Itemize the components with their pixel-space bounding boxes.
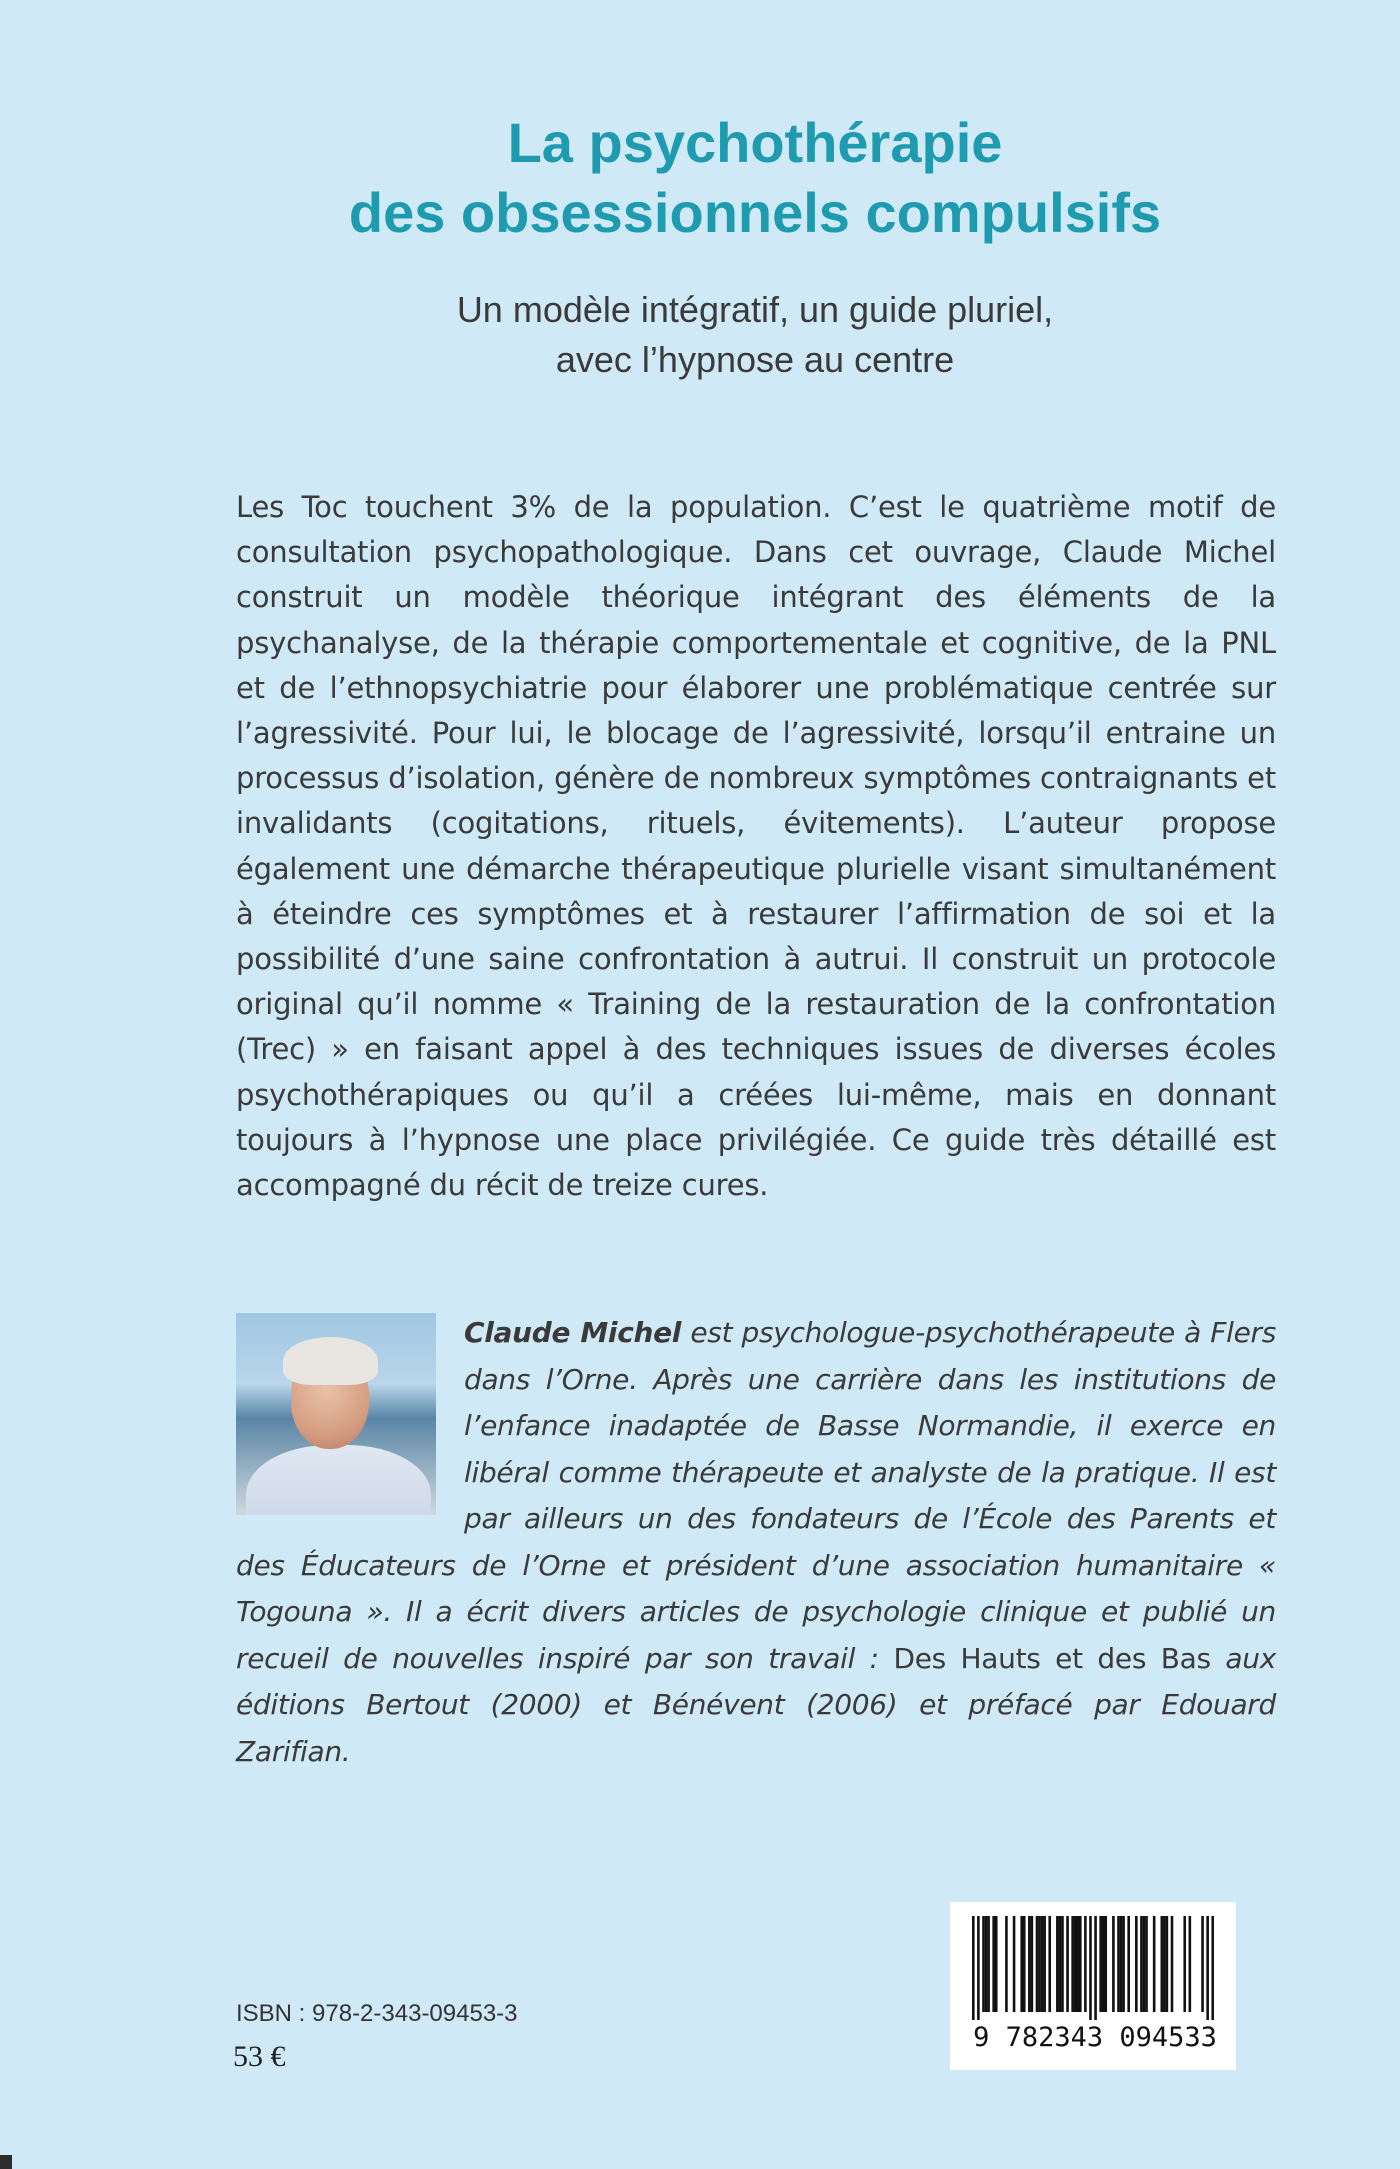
barcode-bar (1048, 1916, 1051, 2012)
price: 53 € (233, 2040, 286, 2073)
barcode-bar (1117, 1916, 1120, 2012)
barcode-bar (1099, 1916, 1102, 2012)
book-title (0, 108, 1400, 248)
barcode-bar (1161, 1916, 1164, 2012)
barcode-bar (1189, 1916, 1192, 2012)
barcode-bar (1013, 1916, 1016, 2012)
barcode-bar (972, 1916, 975, 2020)
barcode-bar (1104, 1916, 1107, 2012)
barcode-bar (1183, 1916, 1186, 2012)
barcode-bar (1143, 1916, 1146, 2012)
barcode-bar (1084, 1916, 1087, 2012)
barcode-bar (1122, 1916, 1125, 2012)
barcode-bar (1041, 1916, 1044, 2012)
barcode-bar (1056, 1916, 1059, 2012)
barcode-bar (1023, 1916, 1026, 2012)
author-bio (236, 1310, 1276, 1775)
barcode-bar (1074, 1916, 1077, 2012)
subtitle-line-1: Un modèle intégratif, un guide pluriel, (456, 289, 1054, 330)
barcode-digits: 9 782343 094533 (973, 2022, 1217, 2053)
barcode-bar (1120, 1916, 1123, 2012)
barcode (950, 1902, 1236, 2070)
barcode-bar (1102, 1916, 1105, 2012)
barcode-bar (1059, 1916, 1062, 2012)
barcode-bar (1028, 1916, 1031, 2012)
barcode-bar (985, 1916, 988, 2012)
corner-mark (0, 2155, 12, 2169)
barcode-bar (1201, 1916, 1204, 2012)
barcode-bar (1153, 1916, 1156, 2012)
barcode-bar (1135, 1916, 1138, 2012)
author-name: Claude Michel (464, 1316, 682, 1349)
barcode-bars (972, 1916, 1214, 2020)
barcode-bar (995, 1916, 998, 2012)
book-subtitle (0, 285, 1400, 385)
barcode-bar (1043, 1916, 1046, 2012)
book-description: Les Toc touchent 3% de la population. C’est le quatrième motif de consultation psychopathologique. Dans cet ouvrage, Claude Michel construit un modèle théorique intégrant des éléments de la psychanalyse, de la thérapie comportementale et cognitive, de la PNL et de l’ethnopsychiatrie pour élaborer une problématique centrée sur l’agressivité. Pour lui, le blocage de l’agressivité, lorsqu’il entraine un processus d’isolation, génère de nombreux symptômes contraignants et invalidants (cogitations, rituels, évitements). L’auteur propose également une démarche thérapeutique plurielle visant simultanément à éteindre ces symptômes et à restaurer l’affirmation de soi et la possibilité d’une saine confrontation à autrui. Il construit un protocole original qu’il nomme « Training de la restauration de la confrontation (Trec) » en faisant appel à des techniques issues de diverses écoles psychothérapiques ou qu’il a créées lui-même, mais en donnant toujours à l’hypnose une place privilégiée. Ce guide très détaillé est accompagné du récit de treize cures. (236, 490, 1276, 1203)
barcode-bar (1020, 1916, 1023, 2012)
author-photo (236, 1313, 436, 1515)
barcode-bar (1206, 1916, 1209, 2020)
barcode-bar (982, 1916, 985, 2012)
barcode-bar (1094, 1916, 1097, 2020)
barcode-bar (1005, 1916, 1008, 2012)
barcode-bar (1066, 1916, 1069, 2012)
subtitle-line-2: avec l’hypnose au centre (555, 339, 955, 380)
barcode-bar (977, 1916, 980, 2020)
barcode-bar (1163, 1916, 1166, 2012)
title-line-2: des obsessionnels compulsifs (348, 181, 1162, 244)
barcode-bar (992, 1916, 995, 2012)
isbn: ISBN : 978-2-343-09453-3 (236, 2000, 518, 2027)
barcode-bar (1089, 1916, 1092, 2020)
barcode-bar (1127, 1916, 1130, 2012)
author-bio-text-1: est psychologue-psychothérapeute à Flers dans l’Orne. Après une carrière dans les institutions de l’enfance inadaptée de Basse Normandie, il exerce en libéral comme thérapeute et analyste de la pratique. Il est par ailleurs un des fondateurs de l’École des Parents et des Éducateurs de l’Orne et président d’une association humanitaire « Togouna ». Il a écrit divers articles de psychologie clinique et publié un recueil de nouvelles inspiré par son travail : (236, 1316, 1276, 1675)
title-line-1: La psychothérapie (507, 111, 1003, 174)
barcode-bar (1061, 1916, 1064, 2012)
barcode-bar (1031, 1916, 1034, 2012)
barcode-bar (1076, 1916, 1079, 2012)
barcode-bar (1079, 1916, 1082, 2012)
barcode-bar (1145, 1916, 1148, 2012)
barcode-bar (1171, 1916, 1174, 2012)
barcode-bar (1071, 1916, 1074, 2012)
barcode-bar (1140, 1916, 1143, 2012)
barcode-bar (1211, 1916, 1214, 2020)
author-bio-text-2: aux éditions Bertout (2000) et Bénévent (2006) et préfacé par Edouard Zarifian. (236, 1641, 1276, 1768)
barcode-bar (1112, 1916, 1115, 2012)
barcode-bar (1166, 1916, 1169, 2012)
barcode-bar (1038, 1916, 1041, 2012)
barcode-bar (987, 1916, 990, 2012)
barcode-bar (1036, 1916, 1039, 2012)
author-book-title: Des Hauts et des Bas (893, 1641, 1211, 1675)
